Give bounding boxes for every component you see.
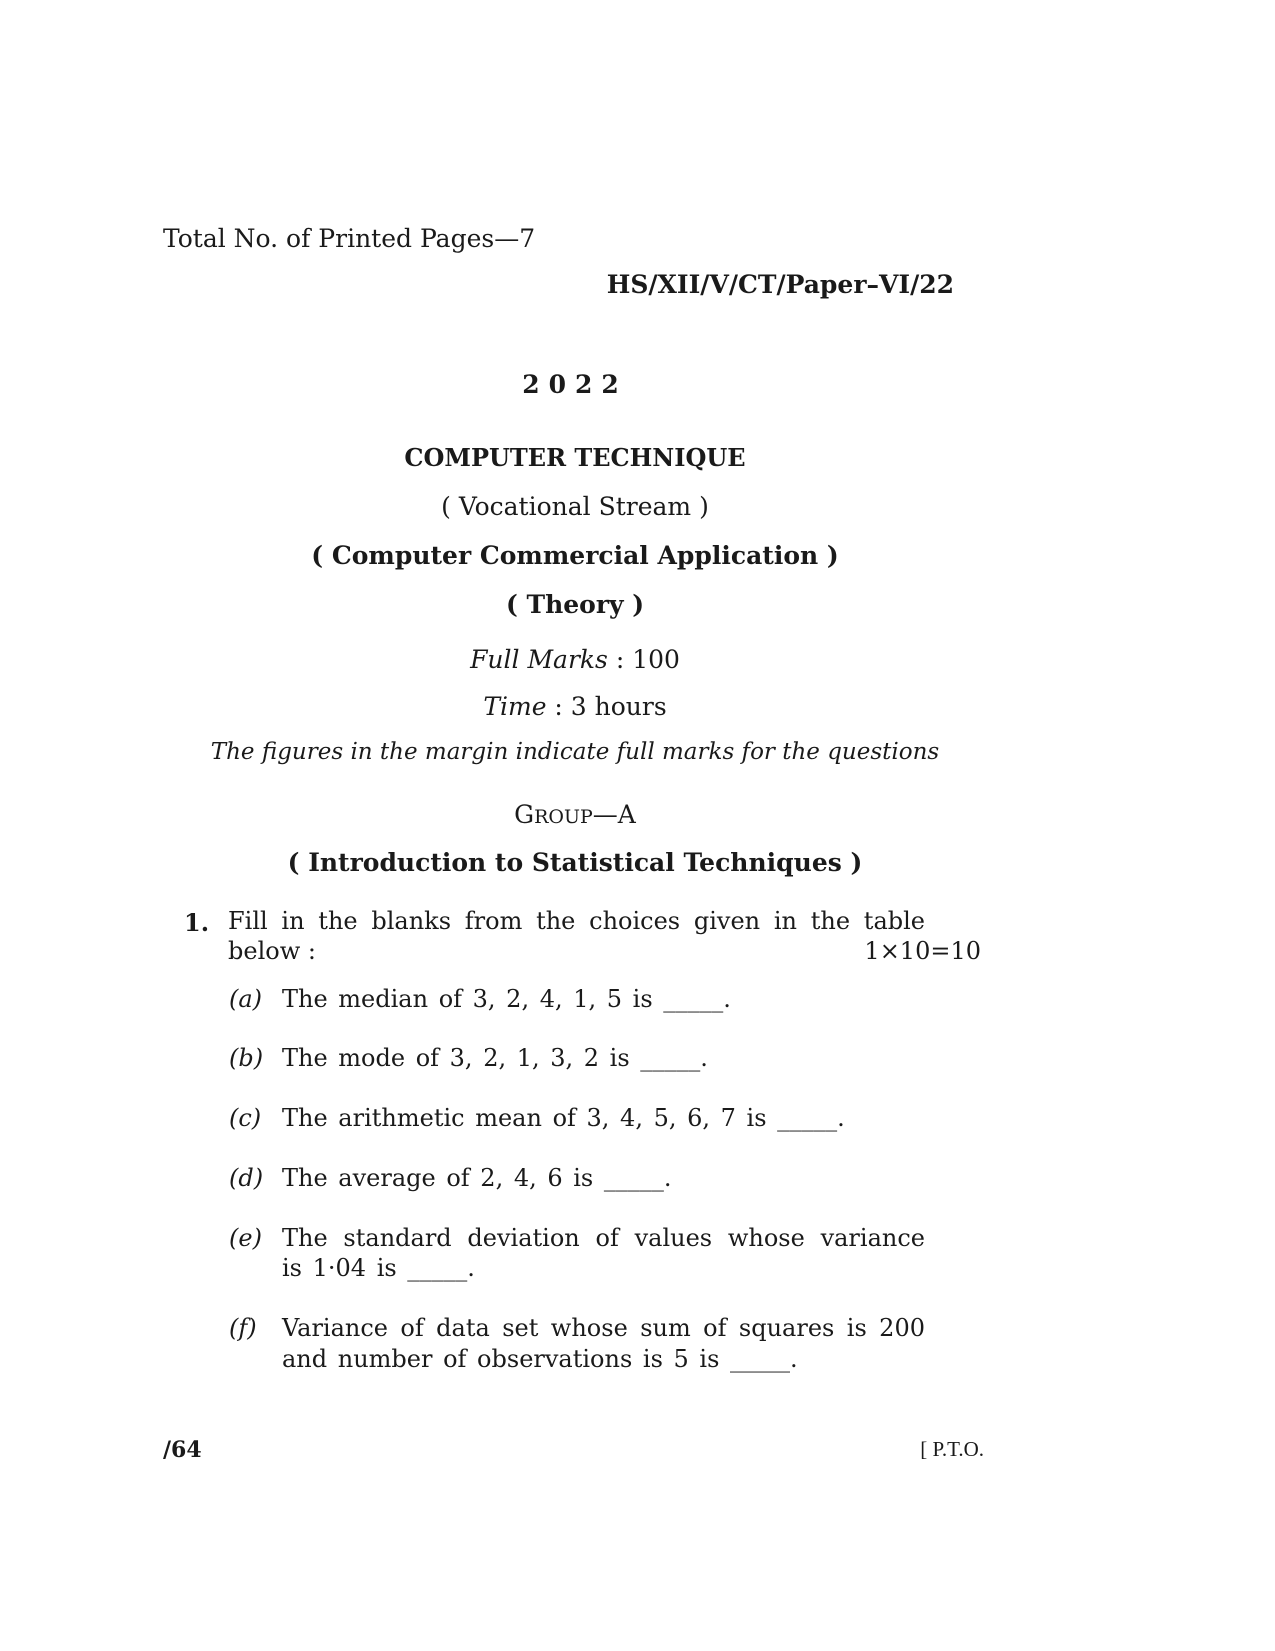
question-number: 1. bbox=[184, 908, 210, 937]
group-label-first: G bbox=[514, 800, 535, 829]
sub-question-text-a: The median of 3, 2, 4, 1, 5 is _____. bbox=[282, 985, 731, 1013]
question-text-line1: Fill in the blanks from the choices given in the table bbox=[228, 907, 925, 935]
time-label: Time bbox=[483, 692, 547, 721]
sub-question-text-e-line2: is 1·04 is _____. bbox=[282, 1254, 475, 1282]
marks-instruction: The figures in the margin indicate full marks for the questions bbox=[210, 739, 940, 765]
full-marks-value: : 100 bbox=[607, 645, 680, 674]
time-value: : 3 hours bbox=[546, 692, 667, 721]
sub-question-label-f: (f) bbox=[229, 1314, 257, 1342]
sub-question-text-c: The arithmetic mean of 3, 4, 5, 6, 7 is _____. bbox=[282, 1104, 845, 1132]
stream-label: ( Vocational Stream ) bbox=[441, 492, 709, 521]
sub-question-label-e: (e) bbox=[229, 1224, 262, 1252]
time-allowed bbox=[0, 692, 1150, 721]
application-label: ( Computer Commercial Application ) bbox=[311, 541, 839, 570]
sub-question-text-f-line1: Variance of data set whose sum of squares is 200 bbox=[282, 1314, 925, 1342]
sub-question-text-b: The mode of 3, 2, 1, 3, 2 is _____. bbox=[282, 1044, 708, 1072]
group-heading bbox=[0, 800, 1150, 829]
footer-pto: [ P.T.O. bbox=[920, 1437, 984, 1461]
group-label-suffix: —A bbox=[592, 800, 636, 829]
sub-question-label-b: (b) bbox=[229, 1044, 264, 1072]
paper-code: HS/XII/V/CT/Paper–VI/22 bbox=[606, 270, 954, 299]
sub-question-label-d: (d) bbox=[229, 1164, 264, 1192]
sub-question-label-a: (a) bbox=[229, 985, 263, 1013]
subject-title: COMPUTER TECHNIQUE bbox=[404, 443, 746, 472]
sub-question-label-c: (c) bbox=[229, 1104, 262, 1132]
sub-question-text-e-line1: The standard deviation of values whose variance bbox=[282, 1224, 925, 1252]
paper-type-label: ( Theory ) bbox=[505, 590, 645, 619]
question-marks: 1×10=10 bbox=[864, 937, 981, 965]
question-text-line2: below : bbox=[228, 937, 316, 965]
group-title: ( Introduction to Statistical Techniques ) bbox=[287, 848, 863, 877]
footer-page-code: /64 bbox=[163, 1437, 202, 1463]
full-marks bbox=[0, 645, 1150, 674]
group-label-rest: ROUP bbox=[534, 806, 593, 828]
exam-year: 2022 bbox=[522, 370, 628, 399]
total-printed-pages: Total No. of Printed Pages—7 bbox=[163, 224, 536, 253]
sub-question-text-f-line2: and number of observations is 5 is _____. bbox=[282, 1345, 798, 1373]
sub-question-text-d: The average of 2, 4, 6 is _____. bbox=[282, 1164, 672, 1192]
full-marks-label: Full Marks bbox=[470, 645, 608, 674]
